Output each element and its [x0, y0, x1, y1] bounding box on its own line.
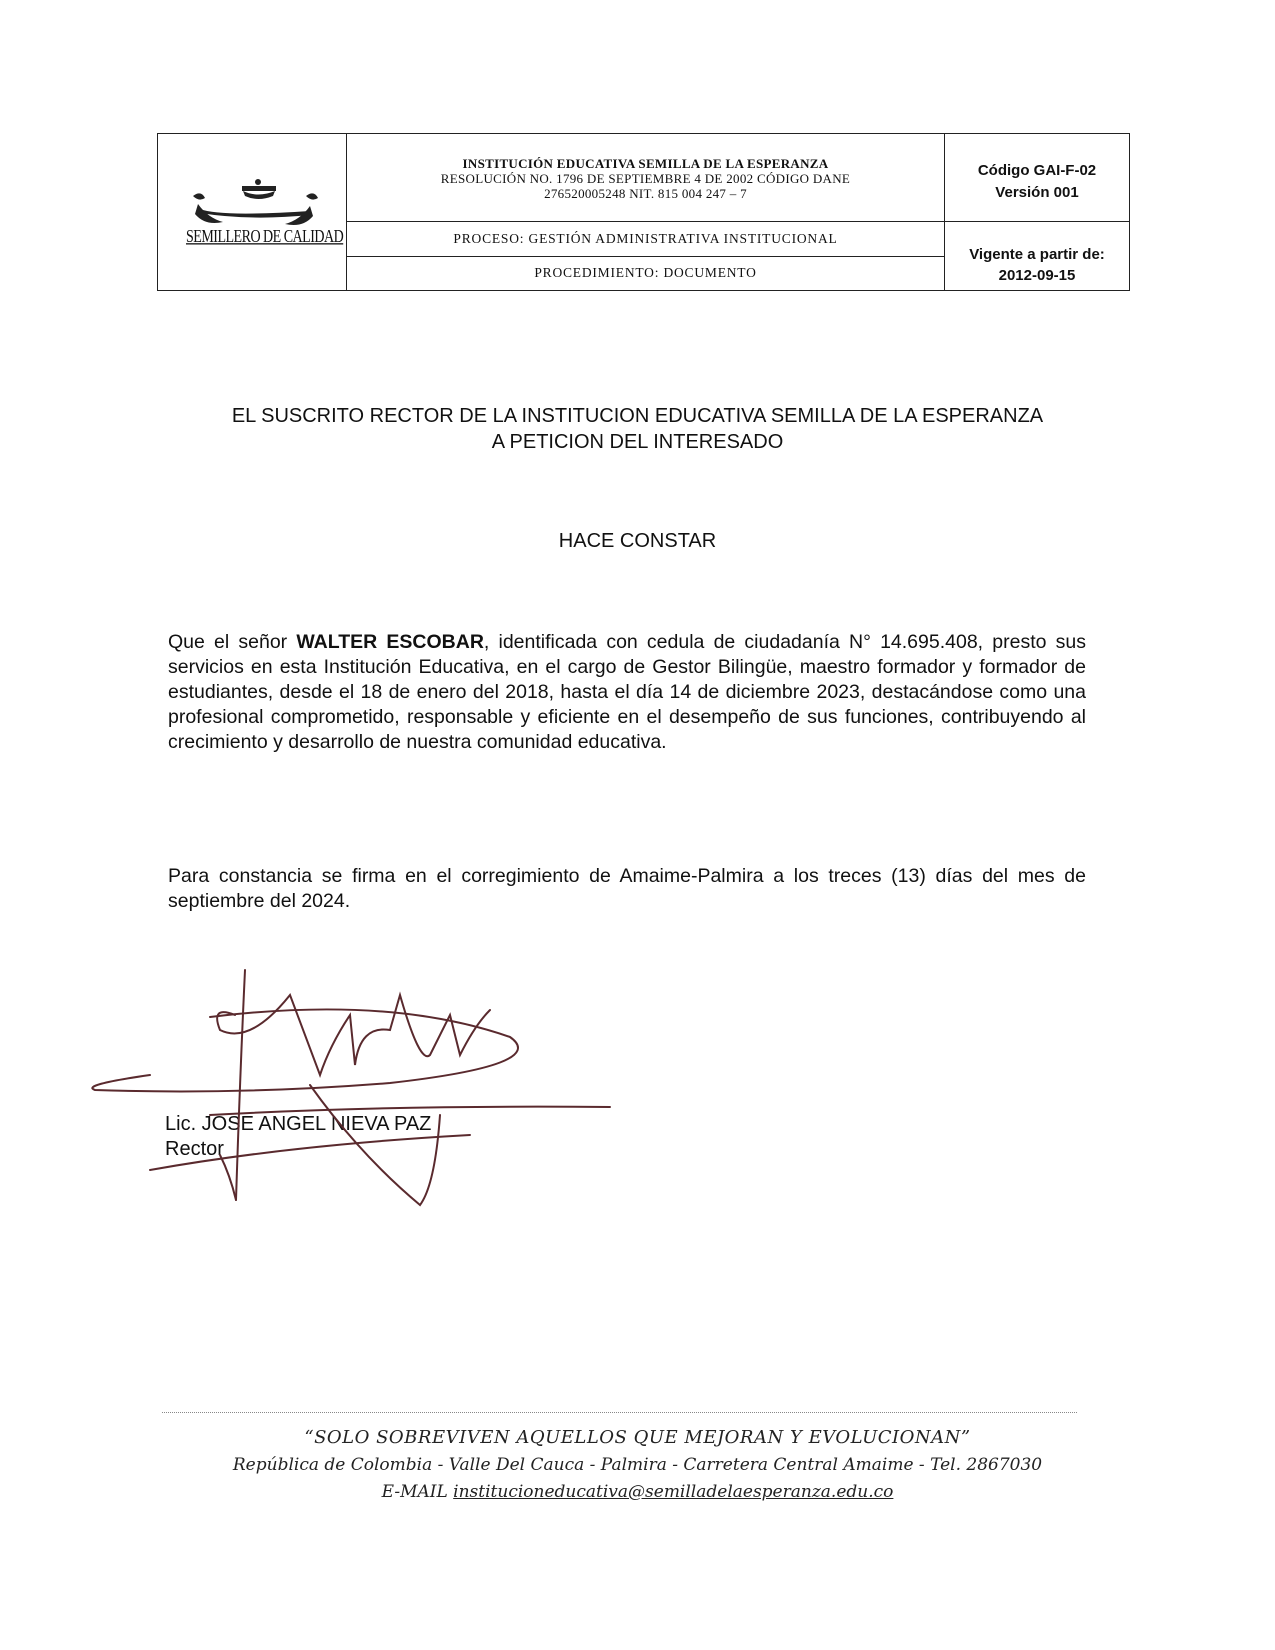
signatory-role: Rector	[165, 1138, 224, 1160]
signing-paragraph: Para constancia se firma en el corregimiento de Amaime-Palmira a los treces (13) días del mes de septiembre del 2024.	[168, 865, 1086, 912]
header-table	[157, 133, 1130, 291]
document-code: Código GAI-F-02	[977, 162, 1097, 179]
p1-rest: , identificada con cedula de ciudadanía N° 14.695.408, presto sus servicios en esta Institución Educativa, en el cargo de Gestor Bilingüe, maestro formador y formador de estudiantes, desde el 18 de enero del 2018, hasta el día 14 de diciembre 2023, destacándose como una profesional comprometido, responsable y eficiente en el desempeño de sus funciones, contribuyendo al crecimiento y desarrollo de nuestra comunidad educativa.	[168, 631, 1086, 753]
institution-name: INSTITUCIÓN EDUCATIVA SEMILLA DE LA ESPERANZA	[462, 156, 829, 171]
title-line-2: A PETICION DEL INTERESADO	[491, 431, 784, 453]
footer-email-link[interactable]: institucioneducativa@semilladelaesperanza.edu.co	[453, 1482, 894, 1502]
valid-from-cell	[945, 222, 1129, 290]
logo-cell	[158, 134, 347, 290]
footer-motto: “SOLO SOBREVIVEN AQUELLOS QUE MEJORAN Y EVOLUCIONAN”	[304, 1427, 971, 1448]
footer-divider	[162, 1412, 1077, 1413]
p1-start: Que el señor	[168, 631, 297, 653]
valid-from-label: Vigente a partir de:	[969, 246, 1105, 263]
procedure-cell: PROCEDIMIENTO: DOCUMENTO	[347, 257, 945, 290]
handwritten-signature	[90, 955, 650, 1215]
signatory-name: Lic. JOSE ANGEL NIEVA PAZ	[165, 1113, 432, 1135]
footer-address: República de Colombia - Valle Del Cauca - Palmira - Carretera Central Amaime - Tel. 2867030	[232, 1455, 1043, 1475]
institution-info	[347, 134, 945, 222]
employee-name: WALTER ESCOBAR	[296, 631, 484, 653]
hace-constar-heading: HACE CONSTAR	[558, 530, 717, 552]
valid-from-date: 2012-09-15	[998, 267, 1076, 284]
school-logo-icon	[158, 134, 347, 284]
process-cell: PROCESO: GESTIÓN ADMINISTRATIVA INSTITUCIONAL	[347, 222, 945, 257]
footer-email-label: E-MAIL	[381, 1482, 454, 1502]
logo-text: SEMILLERO DE CALIDAD	[186, 227, 344, 248]
certification-paragraph	[168, 630, 1086, 755]
document-title	[0, 403, 1275, 455]
institution-resolution: RESOLUCIÓN NO. 1796 DE SEPTIEMBRE 4 DE 2002 CÓDIGO DANE	[440, 171, 851, 186]
document-code-cell	[945, 134, 1129, 222]
institution-nit: 276520005248 NIT. 815 004 247 – 7	[544, 186, 747, 201]
document-version: Versión 001	[995, 184, 1079, 201]
title-line-1: EL SUSCRITO RECTOR DE LA INSTITUCION EDUCATIVA SEMILLA DE LA ESPERANZA	[231, 405, 1044, 427]
footer-email-line	[0, 1482, 1275, 1502]
